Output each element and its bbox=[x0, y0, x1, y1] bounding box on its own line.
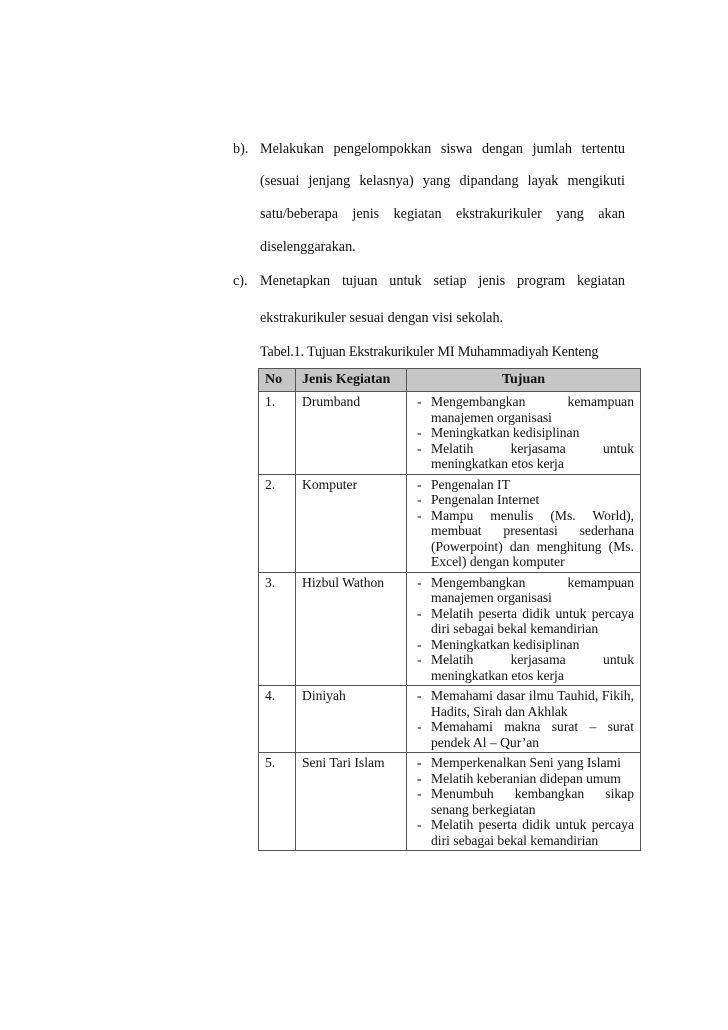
cell-activity: Drumband bbox=[296, 392, 407, 475]
cell-activity: Hizbul Wathon bbox=[296, 572, 407, 686]
list-marker: b). bbox=[233, 141, 249, 157]
table-caption: Tabel.1. Tujuan Ekstrakurikuler MI Muhammadiyah Kenteng bbox=[260, 344, 599, 360]
goal-item: - Mengembangkan kemampuan manajemen organisasi bbox=[413, 575, 634, 606]
goal-item: - Menumbuh kembangkan sikap senang berkegiatan bbox=[413, 786, 634, 817]
paragraph-line: Melakukan pengelompokkan siswa dengan jumlah tertentu bbox=[260, 141, 625, 157]
goal-item: - Pengenalan Internet bbox=[413, 492, 634, 508]
table-row bbox=[259, 686, 641, 753]
objectives-table bbox=[258, 368, 641, 851]
table-row bbox=[259, 392, 641, 475]
header-activity: Jenis Kegiatan bbox=[296, 369, 407, 392]
table-header-row bbox=[259, 369, 641, 392]
goal-item: - Mampu menulis (Ms. World), membuat presentasi sederhana (Powerpoint) dan menghitung (Ms. Excel) dengan komputer bbox=[413, 508, 634, 570]
goal-item: - Memperkenalkan Seni yang Islami bbox=[413, 755, 634, 771]
cell-goals bbox=[407, 686, 641, 753]
table-row bbox=[259, 753, 641, 851]
table-row bbox=[259, 474, 641, 572]
header-no: No bbox=[259, 369, 296, 392]
goal-item: - Memahami dasar ilmu Tauhid, Fikih, Hadits, Sirah dan Akhlak bbox=[413, 688, 634, 719]
goals-list bbox=[413, 688, 634, 750]
paragraph-line: ekstrakurikuler sesuai dengan visi sekolah. bbox=[260, 310, 504, 326]
cell-activity: Seni Tari Islam bbox=[296, 753, 407, 851]
header-goals: Tujuan bbox=[407, 369, 641, 392]
paragraph-line: Menetapkan tujuan untuk setiap jenis program kegiatan bbox=[260, 273, 625, 289]
goals-list bbox=[413, 477, 634, 570]
goals-list bbox=[413, 394, 634, 472]
cell-activity: Komputer bbox=[296, 474, 407, 572]
paragraph-line: satu/beberapa jenis kegiatan ekstrakurikuler yang akan bbox=[260, 206, 625, 222]
cell-no: 3. bbox=[259, 572, 296, 686]
cell-no: 4. bbox=[259, 686, 296, 753]
goal-item: - Memahami makna surat – surat pendek Al – Qur’an bbox=[413, 719, 634, 750]
goal-item: - Melatih keberanian didepan umum bbox=[413, 771, 634, 787]
goal-item: - Mengembangkan kemampuan manajemen organisasi bbox=[413, 394, 634, 425]
paragraph-line: diselenggarakan. bbox=[260, 239, 356, 255]
goal-item: - Melatih peserta didik untuk percaya diri sebagai bekal kemandirian bbox=[413, 606, 634, 637]
cell-goals bbox=[407, 753, 641, 851]
goal-item: - Melatih kerjasama untuk meningkatkan etos kerja bbox=[413, 652, 634, 683]
goal-item: - Pengenalan IT bbox=[413, 477, 634, 493]
paragraph-line: (sesuai jenjang kelasnya) yang dipandang layak mengikuti bbox=[260, 173, 625, 189]
goals-list bbox=[413, 755, 634, 848]
cell-goals bbox=[407, 392, 641, 475]
cell-no: 1. bbox=[259, 392, 296, 475]
goal-item: - Melatih kerjasama untuk meningkatkan etos kerja bbox=[413, 441, 634, 472]
goal-item: - Meningkatkan kedisiplinan bbox=[413, 637, 634, 653]
cell-goals bbox=[407, 572, 641, 686]
cell-activity: Diniyah bbox=[296, 686, 407, 753]
goal-item: - Meningkatkan kedisiplinan bbox=[413, 425, 634, 441]
cell-goals bbox=[407, 474, 641, 572]
goals-list bbox=[413, 575, 634, 684]
list-marker: c). bbox=[233, 273, 248, 289]
table-row bbox=[259, 572, 641, 686]
table-body bbox=[259, 392, 641, 851]
cell-no: 2. bbox=[259, 474, 296, 572]
goal-item: - Melatih peserta didik untuk percaya diri sebagai bekal kemandirian bbox=[413, 817, 634, 848]
cell-no: 5. bbox=[259, 753, 296, 851]
